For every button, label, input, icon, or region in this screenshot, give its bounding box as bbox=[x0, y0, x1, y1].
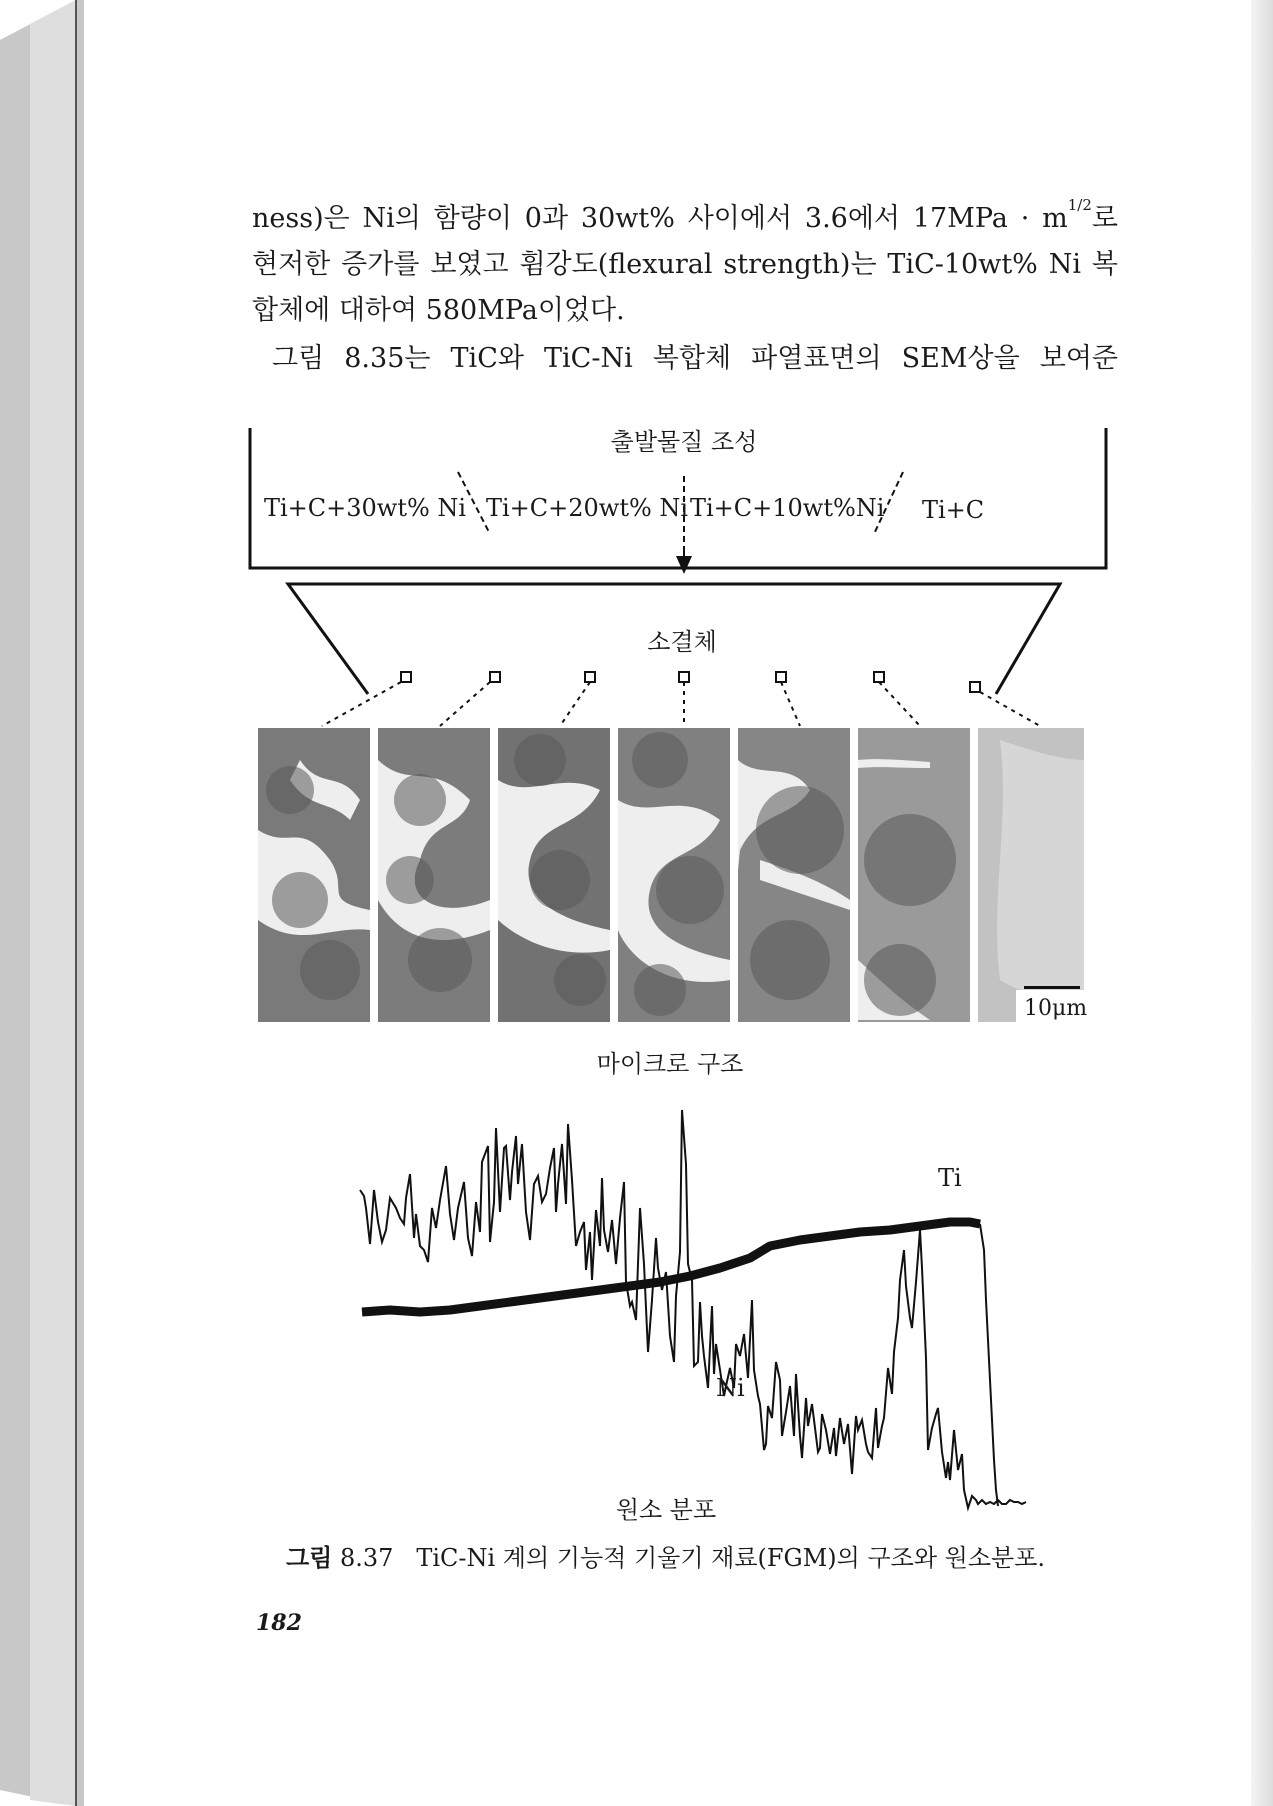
caption-text: TiC-Ni 계의 기능적 기울기 재료(FGM)의 구조와 원소분포. bbox=[416, 1544, 1046, 1572]
ti-trace-label: Ti bbox=[938, 1164, 962, 1192]
composition-tic: Ti+C bbox=[922, 496, 985, 524]
scale-bar bbox=[1024, 986, 1080, 989]
composition-10ni: Ti+C+10wt%Ni bbox=[690, 494, 885, 522]
body-line-2: 현저한 증가를 보였고 휨강도(flexural strength)는 TiC-10wt% Ni 복 bbox=[252, 249, 1118, 280]
ni-trace-label: Ni bbox=[716, 1374, 745, 1402]
body-line-1: ness)은 Ni의 함량이 0과 30wt% 사이에서 3.6에서 $17MPa \cdot m^{1/2}$로 bbox=[252, 196, 1118, 234]
body-line-3: 합체에 대하여 580MPa이었다. bbox=[252, 295, 625, 326]
sintered-body-label: 소결체 bbox=[647, 628, 717, 656]
page-number: 182 bbox=[256, 1610, 302, 1636]
micrograph-strip bbox=[258, 728, 1084, 1022]
composition-30ni: Ti+C+30wt% Ni bbox=[264, 494, 467, 522]
scale-bar-label: 10μm bbox=[1024, 996, 1088, 1021]
microstructure-label: 마이크로 구조 bbox=[596, 1050, 744, 1078]
body-line-4: 그림 8.35는 TiC와 TiC-Ni 복합체 파열표면의 SEM상을 보여준 bbox=[272, 343, 1118, 374]
figure-caption bbox=[286, 1538, 1045, 1573]
composition-20ni: Ti+C+20wt% Ni bbox=[486, 494, 689, 522]
element-distribution-label: 원소 분포 bbox=[615, 1496, 717, 1524]
caption-label: 그림 bbox=[286, 1544, 333, 1572]
start-material-label: 출발물질 조성 bbox=[610, 428, 758, 456]
caption-number: 8.37 bbox=[340, 1544, 394, 1572]
